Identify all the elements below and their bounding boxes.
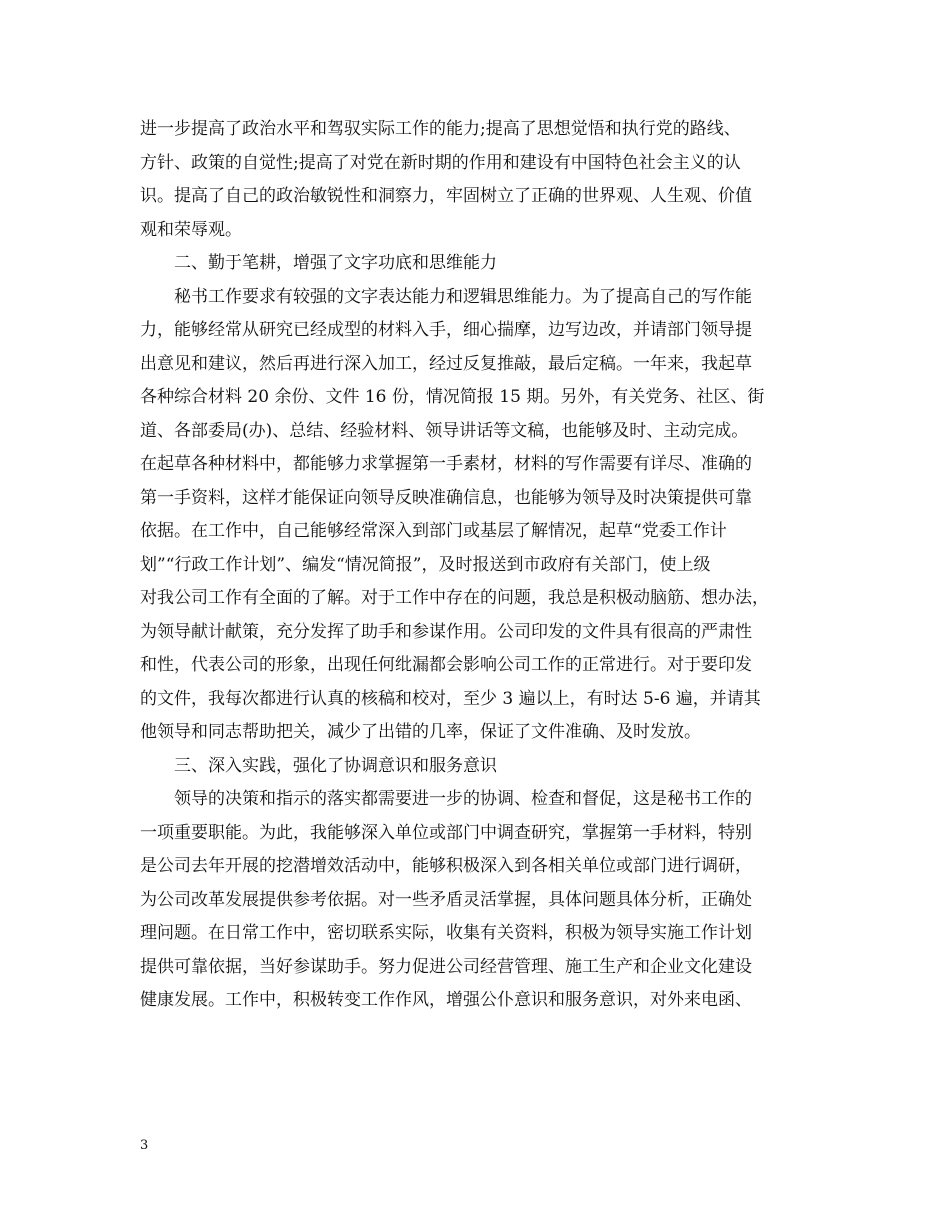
text-line: 和性，代表公司的形象，出现任何纰漏都会影响公司工作的正常进行。对于要印发 [140,655,752,675]
text-line: 方针、政策的自觉性;提高了对党在新时期的作用和建设有中国特色社会主义的认 [140,152,741,173]
text-line: 出意见和建议，然后再进行深入加工，经过反复推敲，最后定稿。一年来，我起草 [140,353,752,374]
text-line: 观和荣辱观。 [140,219,242,240]
paragraph-start-line: 秘书工作要求有较强的文字表达能力和逻辑思维能力。为了提高自己的写作能 [174,286,752,307]
text-line: 各种综合材料 20 余份、文件 16 份，情况简报 15 期。另外，有关党务、社区、街 [140,387,765,407]
text-line: 识。提高了自己的政治敏锐性和洞察力，牢固树立了正确的世界观、人生观、价值 [140,186,752,206]
text-line: 健康发展。工作中，积极转变工作作风，增强公仆意识和服务意识，对外来电函、 [140,990,752,1010]
text-line: 一项重要职能。为此，我能够深入单位或部门中调查研究，掌握第一手材料，特别 [140,822,752,843]
text-line: 划”“行政工作计划”、编发“情况简报”，及时报送到市政府有关部门，使上级 [140,554,711,575]
text-line: 在起草各种材料中，都能够力求掌握第一手素材，材料的写作需要有详尽、准确的 [140,454,752,474]
text-line: 的文件，我每次都进行认真的核稿和校对，至少 3 遍以上，有时达 5-6 遍，并请其 [140,688,761,709]
text-line: 对我公司工作有全面的了解。对于工作中存在的问题，我总是积极动脑筋、想办法， [140,588,769,608]
text-line: 他领导和同志帮助把关，减少了出错的几率，保证了文件准确、及时发放。 [140,722,701,742]
text-line: 力，能够经常从研究已经成型的材料入手，细心揣摩，边写边改，并请部门领导提 [140,320,752,340]
text-line: 是公司去年开展的挖潜增效活动中，能够积极深入到各相关单位或部门进行调研， [140,856,752,876]
section-heading: 三、深入实践，强化了协调意识和服务意识 [174,755,497,776]
text-line: 进一步提高了政治水平和驾驭实际工作的能力;提高了思想觉悟和执行党的路线、 [140,119,741,139]
paragraph-start-line: 领导的决策和指示的落实都需要进一步的协调、检查和督促，这是秘书工作的 [174,789,752,809]
page-number: 3 [140,1138,149,1153]
text-line: 第一手资料，这样才能保证向领导反映准确信息，也能够为领导及时决策提供可靠 [140,487,752,508]
text-line: 道、各部委局(办)、总结、经验材料、领导讲话等文稿，也能够及时、主动完成。 [140,420,749,441]
document-body [140,113,812,1018]
text-line: 提供可靠依据，当好参谋助手。努力促进公司经营管理、施工生产和企业文化建设 [140,956,752,977]
text-line: 理问题。在日常工作中，密切联系实际，收集有关资料，积极为领导实施工作计划 [140,923,752,943]
text-line: 依据。在工作中，自己能够经常深入到部门或基层了解情况，起草“党委工作计 [140,521,727,541]
section-heading: 二、勤于笔耕，增强了文字功底和思维能力 [174,253,497,273]
text-line: 为领导献计献策，充分发挥了助手和参谋作用。公司印发的文件具有很高的严肃性 [140,621,752,642]
text-line: 为公司改革发展提供参考依据。对一些矛盾灵活掌握，具体问题具体分析，正确处 [140,889,752,910]
